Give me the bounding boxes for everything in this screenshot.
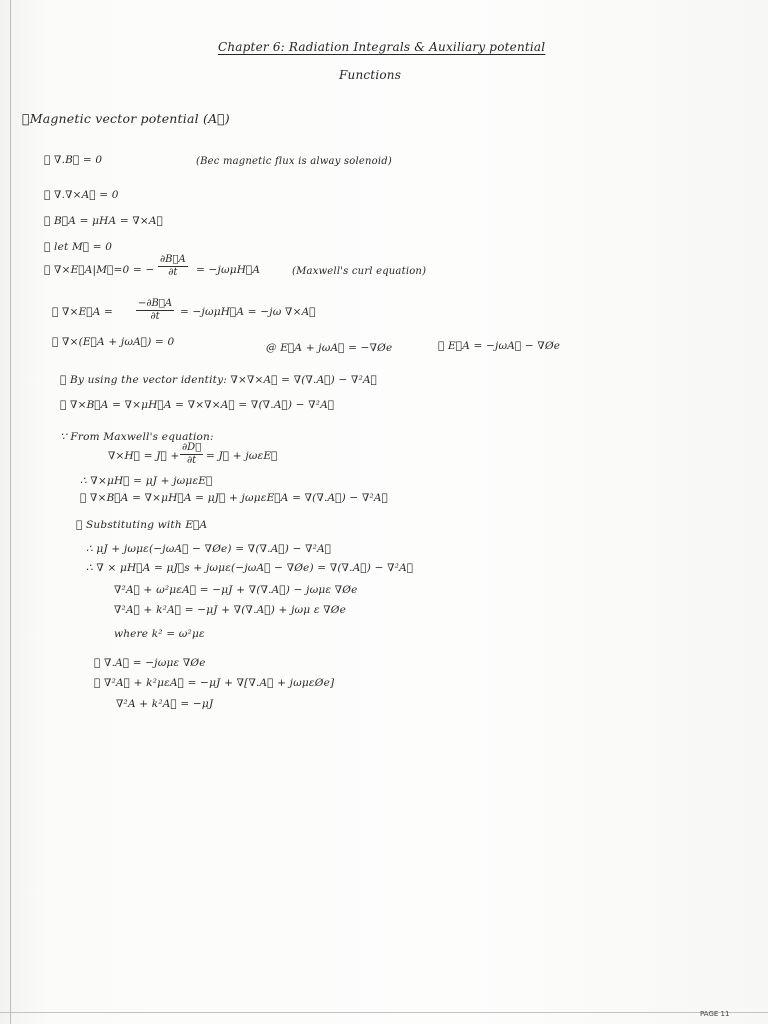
- equation-line: ∴ ∇²A⃗ + k²μεA⃗ = −μJ + ∇[∇.A⃗ + jωμεØe]: [94, 677, 335, 689]
- section-heading: ①Magnetic vector potential (A⃗): [22, 111, 230, 126]
- equation-line: = −jωμH⃗A: [196, 264, 261, 276]
- equation-line: = −jωμH⃗A = −jω ∇×A⃗: [180, 306, 316, 318]
- equation-line: ∇²A⃗ + ω²μεA⃗ = −μJ + ∇(∇.A⃗) − jωμε ∇Øe: [114, 584, 358, 596]
- equation-line: ∴ ∇×E⃗A =: [52, 306, 114, 318]
- equation-line: ∴ ∇×B⃗A = ∇×μH⃗A = μJ⃗ + jωμεE⃗A = ∇(∇.A⃗) − ∇²A⃗: [80, 492, 388, 504]
- equation-line: ∴ μJ + jωμε(−jωA⃗ − ∇Øe) = ∇(∇.A⃗) − ∇²A⃗: [86, 543, 332, 555]
- equation-line: ∴ Substituting with E⃗A: [76, 519, 208, 531]
- equation-line: ∵ ∇.∇×A⃗ = 0: [44, 189, 119, 201]
- equation-line: ∴ ∇×B⃗A = ∇×μH⃗A = ∇×∇×A⃗ = ∇(∇.A⃗) − ∇²A⃗: [60, 399, 335, 411]
- equation-line: ∴ ∇ × μH⃗A = μJ⃗s + jωμε(−jωA⃗ − ∇Øe) = ∇(∇.A⃗) − ∇²A⃗: [86, 562, 414, 574]
- equation-line: ∴ ∇×E⃗A|M⃗=0 = −: [44, 264, 155, 276]
- equation-line: ∴ let M⃗ = 0: [44, 241, 113, 253]
- fraction: [158, 254, 188, 279]
- fraction-denominator: ∂t: [168, 267, 178, 278]
- fraction-denominator: ∂t: [150, 311, 160, 322]
- equation-line: ∵ ∇.A⃗ = −jωμε ∇Øe: [94, 657, 206, 669]
- fraction-numerator: ∂B⃗A: [160, 254, 186, 265]
- equation-line: ∇²A + k²A⃗ = −μJ: [116, 698, 214, 710]
- equation-line: ∴ E⃗A = −jωA⃗ − ∇Øe: [438, 340, 561, 352]
- chapter-title: Chapter 6: Radiation Integrals & Auxiliary potential: [218, 40, 546, 54]
- equation-note: (Maxwell's curl equation): [292, 266, 427, 277]
- equation-note: (Bec magnetic flux is alway solenoid): [196, 156, 392, 167]
- equation-line: ∴ ∇×(E⃗A + jωA⃗) = 0: [52, 336, 175, 348]
- equation-line: ∴ By using the vector identity: ∇×∇×A⃗ = ∇(∇.A⃗) − ∇²A⃗: [60, 374, 378, 386]
- chapter-title-continued: Functions: [339, 68, 402, 82]
- page-bottom-edge: [0, 1012, 768, 1013]
- equation-line: ∵ From Maxwell's equation:: [60, 431, 214, 443]
- page-number: PAGE 11: [700, 1010, 730, 1018]
- equation-line: ∵ ∇.B⃗ = 0: [44, 154, 103, 166]
- equation-line: = J⃗ + jωεE⃗: [206, 450, 278, 462]
- fraction-numerator: −∂B⃗A: [138, 298, 173, 309]
- equation-line: where k² = ω²με: [114, 628, 205, 640]
- equation-line: ∴ B⃗A = μHA = ∇×A⃗: [44, 215, 163, 227]
- equation-line: ∴ ∇×μH⃗ = μJ + jωμεE⃗: [80, 475, 213, 487]
- equation-line: ∇²A⃗ + k²A⃗ = −μJ + ∇(∇.A⃗) + jωμ ε ∇Øe: [114, 604, 346, 616]
- equation-line: ∇×H⃗ = J⃗ +: [108, 450, 180, 462]
- fraction: [136, 298, 174, 323]
- fraction-denominator: ∂t: [187, 455, 197, 466]
- fraction-numerator: ∂D⃗: [182, 442, 202, 453]
- fraction: [180, 442, 203, 467]
- equation-line: @ E⃗A + jωA⃗ = −∇Øe: [266, 342, 393, 354]
- page-binding-edge: [10, 0, 11, 1024]
